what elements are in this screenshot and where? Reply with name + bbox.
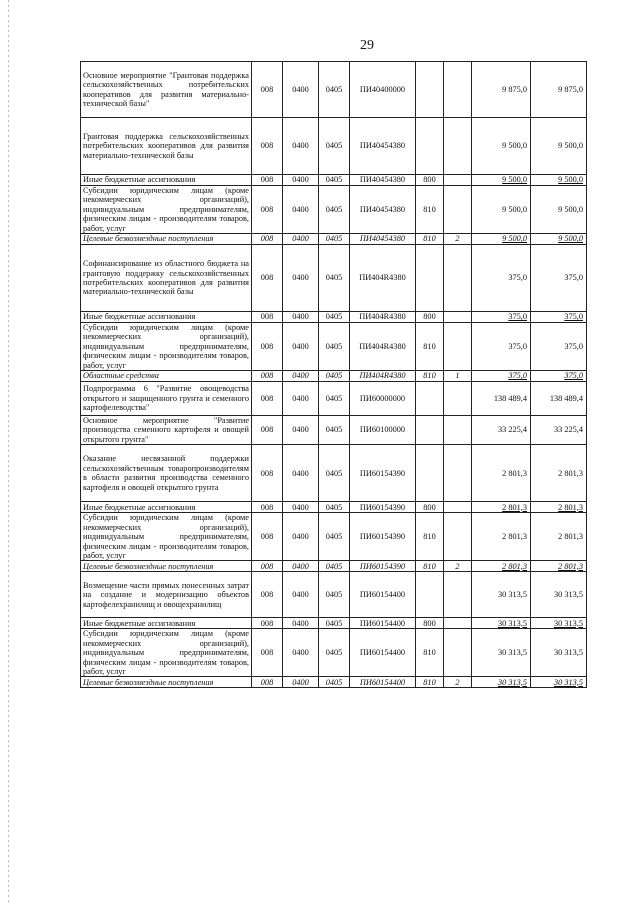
table-row [81, 513, 587, 561]
cell-source [444, 618, 472, 629]
cell-target-article: ПИ404R4380 [350, 245, 416, 312]
cell-ministry: 008 [252, 245, 283, 312]
cell-amount-1: 2 801,3 [472, 502, 531, 513]
cell-amount-1: 2 801,3 [472, 561, 531, 572]
table-row [81, 382, 587, 416]
cell-target-article: ПИ60000000 [350, 382, 416, 416]
cell-subsection: 0405 [319, 186, 350, 234]
cell-target-article: ПИ60154390 [350, 561, 416, 572]
cell-amount-2: 138 489,4 [531, 382, 587, 416]
cell-amount-1: 2 801,3 [472, 445, 531, 502]
cell-target-article: ПИ60154400 [350, 677, 416, 688]
cell-section: 0400 [283, 445, 319, 502]
cell-section: 0400 [283, 618, 319, 629]
cell-target-article: ПИ40454380 [350, 118, 416, 175]
cell-ministry: 008 [252, 371, 283, 382]
cell-source [444, 502, 472, 513]
cell-amount-2: 9 875,0 [531, 62, 587, 118]
cell-amount-2: 2 801,3 [531, 445, 587, 502]
cell-name: Целевые безвозмездные поступления [81, 561, 252, 572]
cell-expense-type: 800 [416, 502, 444, 513]
cell-ministry: 008 [252, 416, 283, 445]
cell-expense-type: 810 [416, 629, 444, 677]
cell-source: 2 [444, 677, 472, 688]
cell-name: Субсидии юридическим лицам (кроме некоммерческих организаций), индивидуальным предпринимателям, физическим лицам - производителям товаров, работ, услуг [81, 513, 252, 561]
cell-ministry: 008 [252, 445, 283, 502]
cell-target-article: ПИ404R4380 [350, 371, 416, 382]
cell-source [444, 416, 472, 445]
cell-source [444, 445, 472, 502]
cell-amount-1: 33 225,4 [472, 416, 531, 445]
cell-name: Возмещение части прямых понесенных затрат на создание и модернизацию объектов картофелехранилищ и овощехранилищ [81, 572, 252, 618]
cell-name: Субсидии юридическим лицам (кроме некоммерческих организаций), индивидуальным предпринимателям, физическим лицам - производителям товаров, работ, услуг [81, 323, 252, 371]
cell-target-article: ПИ40454380 [350, 234, 416, 245]
cell-section: 0400 [283, 502, 319, 513]
cell-expense-type [416, 62, 444, 118]
cell-ministry: 008 [252, 323, 283, 371]
cell-ministry: 008 [252, 312, 283, 323]
cell-target-article: ПИ60154400 [350, 629, 416, 677]
cell-ministry: 008 [252, 618, 283, 629]
cell-amount-2: 375,0 [531, 312, 587, 323]
cell-section: 0400 [283, 416, 319, 445]
cell-target-article: ПИ404R4380 [350, 323, 416, 371]
cell-target-article: ПИ404R4380 [350, 312, 416, 323]
cell-amount-2: 9 500,0 [531, 186, 587, 234]
cell-name: Иные бюджетные ассигнования [81, 502, 252, 513]
cell-name: Иные бюджетные ассигнования [81, 312, 252, 323]
cell-source: 1 [444, 371, 472, 382]
cell-expense-type [416, 445, 444, 502]
cell-ministry: 008 [252, 382, 283, 416]
cell-amount-2: 2 801,3 [531, 502, 587, 513]
table-row [81, 175, 587, 186]
table-row [81, 186, 587, 234]
cell-name: Субсидии юридическим лицам (кроме некоммерческих организаций), индивидуальным предпринимателям, физическим лицам - производителям товаров, работ, услуг [81, 186, 252, 234]
cell-section: 0400 [283, 561, 319, 572]
cell-expense-type [416, 245, 444, 312]
cell-target-article: ПИ40454380 [350, 186, 416, 234]
cell-subsection: 0405 [319, 234, 350, 245]
cell-ministry: 008 [252, 502, 283, 513]
cell-section: 0400 [283, 312, 319, 323]
cell-subsection: 0405 [319, 445, 350, 502]
cell-section: 0400 [283, 175, 319, 186]
cell-expense-type: 810 [416, 513, 444, 561]
cell-amount-2: 375,0 [531, 245, 587, 312]
cell-target-article: ПИ60100000 [350, 416, 416, 445]
cell-amount-1: 138 489,4 [472, 382, 531, 416]
cell-subsection: 0405 [319, 175, 350, 186]
cell-amount-1: 30 313,5 [472, 629, 531, 677]
cell-target-article: ПИ40454380 [350, 175, 416, 186]
cell-ministry: 008 [252, 629, 283, 677]
cell-amount-2: 9 500,0 [531, 118, 587, 175]
cell-target-article: ПИ60154390 [350, 502, 416, 513]
cell-source [444, 572, 472, 618]
cell-amount-1: 375,0 [472, 323, 531, 371]
table-row [81, 245, 587, 312]
cell-section: 0400 [283, 382, 319, 416]
table-row [81, 371, 587, 382]
cell-amount-1: 30 313,5 [472, 618, 531, 629]
table-row [81, 445, 587, 502]
cell-amount-1: 375,0 [472, 371, 531, 382]
table-row [81, 618, 587, 629]
cell-section: 0400 [283, 629, 319, 677]
cell-ministry: 008 [252, 234, 283, 245]
cell-amount-1: 9 875,0 [472, 62, 531, 118]
table-row [81, 572, 587, 618]
cell-subsection: 0405 [319, 416, 350, 445]
cell-source [444, 513, 472, 561]
cell-expense-type [416, 118, 444, 175]
cell-expense-type [416, 382, 444, 416]
budget-table-body [81, 62, 587, 688]
cell-name: Иные бюджетные ассигнования [81, 175, 252, 186]
cell-amount-2: 2 801,3 [531, 513, 587, 561]
cell-section: 0400 [283, 677, 319, 688]
cell-name: Целевые безвозмездные поступления [81, 677, 252, 688]
cell-amount-2: 9 500,0 [531, 234, 587, 245]
cell-source [444, 175, 472, 186]
cell-section: 0400 [283, 323, 319, 371]
cell-target-article: ПИ60154390 [350, 513, 416, 561]
cell-target-article: ПИ60154390 [350, 445, 416, 502]
cell-name: Целевые безвозмездные поступления [81, 234, 252, 245]
cell-subsection: 0405 [319, 561, 350, 572]
cell-ministry: 008 [252, 561, 283, 572]
cell-section: 0400 [283, 186, 319, 234]
cell-ministry: 008 [252, 62, 283, 118]
cell-subsection: 0405 [319, 618, 350, 629]
cell-amount-2: 33 225,4 [531, 416, 587, 445]
table-row [81, 312, 587, 323]
cell-amount-2: 30 313,5 [531, 618, 587, 629]
cell-amount-1: 30 313,5 [472, 677, 531, 688]
budget-table [80, 61, 587, 688]
cell-amount-2: 2 801,3 [531, 561, 587, 572]
cell-expense-type: 810 [416, 186, 444, 234]
table-row [81, 629, 587, 677]
cell-amount-2: 30 313,5 [531, 572, 587, 618]
table-row [81, 118, 587, 175]
cell-subsection: 0405 [319, 572, 350, 618]
cell-name: Основное мероприятие "Развитие производства семенного картофеля и овощей открытого грунта" [81, 416, 252, 445]
cell-target-article: ПИ40400000 [350, 62, 416, 118]
cell-section: 0400 [283, 513, 319, 561]
cell-target-article: ПИ60154400 [350, 618, 416, 629]
cell-name: Областные средства [81, 371, 252, 382]
page-number: 29 [360, 38, 374, 53]
cell-source [444, 382, 472, 416]
table-row [81, 62, 587, 118]
cell-source [444, 312, 472, 323]
table-row [81, 234, 587, 245]
cell-amount-1: 375,0 [472, 245, 531, 312]
cell-source [444, 186, 472, 234]
cell-amount-1: 375,0 [472, 312, 531, 323]
cell-expense-type: 810 [416, 234, 444, 245]
cell-section: 0400 [283, 572, 319, 618]
cell-section: 0400 [283, 118, 319, 175]
cell-amount-2: 30 313,5 [531, 629, 587, 677]
cell-ministry: 008 [252, 513, 283, 561]
cell-name: Оказание несвязанной поддержки сельскохозяйственным товаропроизводителям в области развития производства семенного картофеля и овощей открытого грунта [81, 445, 252, 502]
cell-ministry: 008 [252, 186, 283, 234]
cell-source [444, 62, 472, 118]
cell-name: Субсидии юридическим лицам (кроме некоммерческих организаций), индивидуальным предпринимателям, физическим лицам - производителям товаров, работ, услуг [81, 629, 252, 677]
cell-expense-type [416, 416, 444, 445]
cell-subsection: 0405 [319, 629, 350, 677]
cell-expense-type: 810 [416, 323, 444, 371]
cell-source [444, 323, 472, 371]
cell-expense-type: 800 [416, 175, 444, 186]
binding-edge-line [8, 0, 9, 905]
cell-target-article: ПИ60154400 [350, 572, 416, 618]
cell-source [444, 118, 472, 175]
table-row [81, 323, 587, 371]
cell-name: Грантовая поддержка сельскохозяйственных потребительских кооперативов для развития материально-технической базы [81, 118, 252, 175]
cell-amount-1: 9 500,0 [472, 118, 531, 175]
cell-expense-type: 810 [416, 371, 444, 382]
cell-ministry: 008 [252, 175, 283, 186]
cell-source [444, 245, 472, 312]
cell-amount-1: 30 313,5 [472, 572, 531, 618]
cell-amount-1: 2 801,3 [472, 513, 531, 561]
cell-amount-2: 375,0 [531, 371, 587, 382]
table-row [81, 677, 587, 688]
cell-amount-2: 375,0 [531, 323, 587, 371]
cell-source: 2 [444, 561, 472, 572]
cell-section: 0400 [283, 245, 319, 312]
cell-expense-type: 810 [416, 677, 444, 688]
cell-amount-1: 9 500,0 [472, 175, 531, 186]
cell-subsection: 0405 [319, 502, 350, 513]
cell-ministry: 008 [252, 572, 283, 618]
table-row [81, 416, 587, 445]
table-row [81, 502, 587, 513]
cell-expense-type: 800 [416, 618, 444, 629]
cell-section: 0400 [283, 234, 319, 245]
cell-source [444, 629, 472, 677]
cell-amount-1: 9 500,0 [472, 186, 531, 234]
cell-ministry: 008 [252, 677, 283, 688]
cell-name: Софинансирование из областного бюджета на грантовую поддержку сельскохозяйственных потребительских кооперативов для развития материально-технической базы [81, 245, 252, 312]
cell-expense-type: 800 [416, 312, 444, 323]
cell-subsection: 0405 [319, 245, 350, 312]
cell-amount-2: 9 500,0 [531, 175, 587, 186]
table-row [81, 561, 587, 572]
cell-name: Основное мероприятие "Грантовая поддержка сельскохозяйственных потребительских кооперативов для развития материально-технической базы" [81, 62, 252, 118]
cell-source: 2 [444, 234, 472, 245]
cell-section: 0400 [283, 62, 319, 118]
cell-subsection: 0405 [319, 677, 350, 688]
cell-expense-type: 810 [416, 561, 444, 572]
cell-expense-type [416, 572, 444, 618]
cell-amount-2: 30 313,5 [531, 677, 587, 688]
cell-subsection: 0405 [319, 371, 350, 382]
cell-subsection: 0405 [319, 62, 350, 118]
cell-name: Подпрограмма 6 "Развитие овощеводства открытого и защищенного грунта и семенного картофелеводства" [81, 382, 252, 416]
cell-name: Иные бюджетные ассигнования [81, 618, 252, 629]
cell-subsection: 0405 [319, 382, 350, 416]
cell-subsection: 0405 [319, 513, 350, 561]
cell-ministry: 008 [252, 118, 283, 175]
cell-section: 0400 [283, 371, 319, 382]
cell-subsection: 0405 [319, 118, 350, 175]
cell-subsection: 0405 [319, 323, 350, 371]
cell-amount-1: 9 500,0 [472, 234, 531, 245]
cell-subsection: 0405 [319, 312, 350, 323]
